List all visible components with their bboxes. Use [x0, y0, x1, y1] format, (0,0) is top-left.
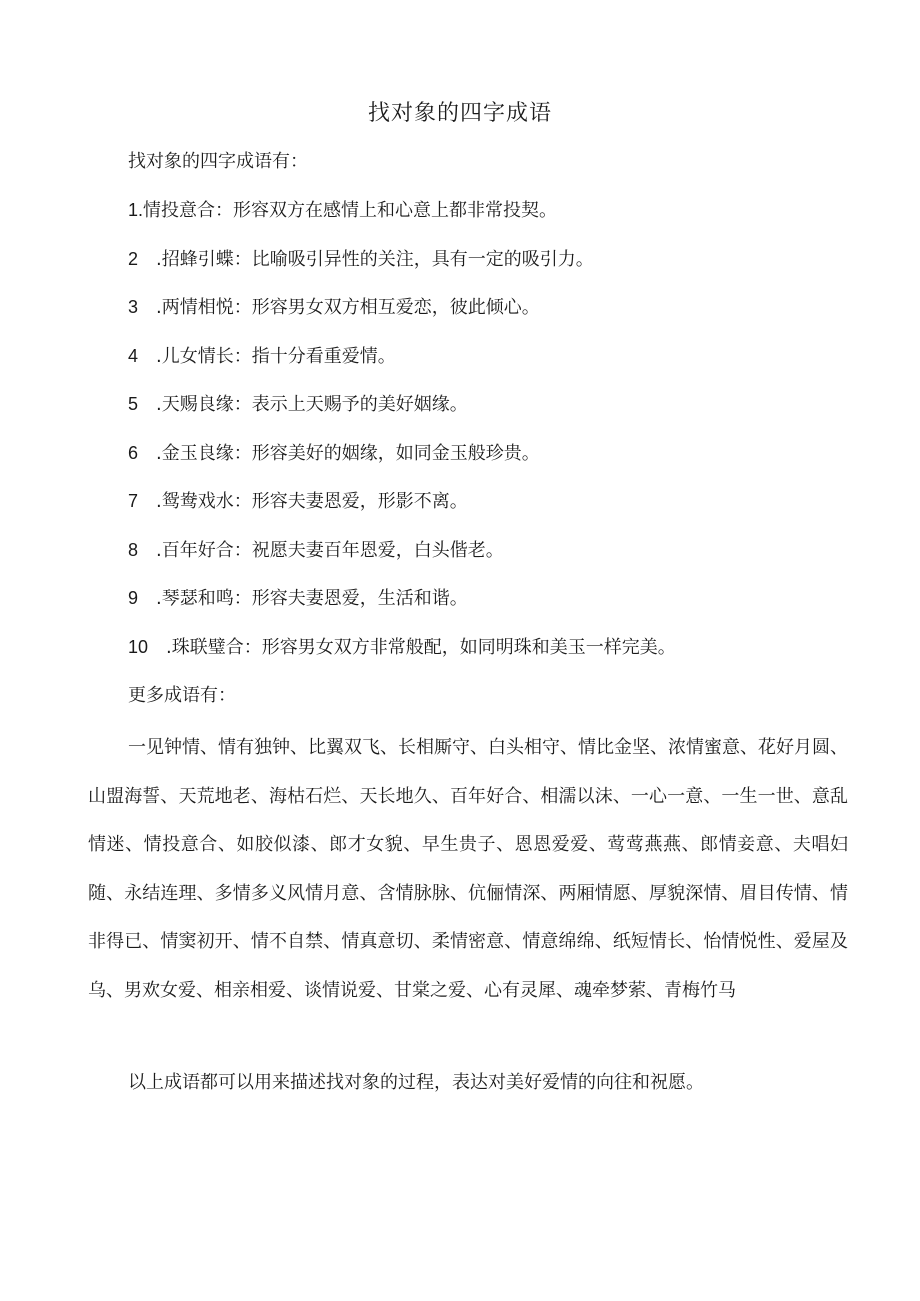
item-number: 4 — [128, 345, 139, 366]
item-text: .金玉良缘：形容美好的姻缘，如同金玉般珍贵。 — [156, 442, 540, 464]
item-text: .百年好合：祝愿夫妻百年恩爱，白头偕老。 — [156, 539, 504, 561]
item-text: .珠联璧合：形容男女双方非常般配，如同明珠和美玉一样完美。 — [166, 636, 676, 658]
document-title: 找对象的四字成语 — [367, 101, 552, 126]
list-item — [128, 196, 676, 245]
item-number: 5 — [128, 394, 139, 414]
item-number: 2 — [128, 248, 139, 269]
idiom-list — [128, 196, 676, 681]
item-text: 情投意合：形容双方在感情上和心意上都非常投契。 — [143, 200, 558, 221]
list-item — [128, 245, 676, 294]
list-item — [128, 633, 676, 682]
list-item — [128, 584, 676, 633]
list-item — [128, 390, 676, 439]
item-number: 9 — [128, 588, 139, 608]
item-number: 7 — [128, 491, 139, 511]
list-item — [128, 342, 676, 391]
item-text: .招蜂引蝶：比喻吸引异性的关注，具有一定的吸引力。 — [156, 248, 594, 270]
item-text: .鸳鸯戏水：形容夫妻恩爱，形影不离。 — [156, 491, 468, 512]
intro-text: 找对象的四字成语有： — [128, 151, 308, 172]
item-text: .天赐良缘：表示上天赐予的美好姻缘。 — [156, 394, 468, 415]
list-item — [128, 439, 676, 488]
item-number: 8 — [128, 539, 139, 560]
item-number: 10 — [128, 636, 149, 657]
list-item — [128, 293, 676, 342]
more-idioms-label: 更多成语有： — [128, 685, 236, 706]
item-number: 6 — [128, 442, 139, 463]
list-item — [128, 536, 676, 585]
list-item — [128, 487, 676, 536]
item-text: .琴瑟和鸣：形容夫妻恩爱，生活和谐。 — [156, 588, 468, 609]
item-number: 1. — [128, 200, 144, 220]
conclusion-text: 以上成语都可以用来描述找对象的过程，表达对美好爱情的向往和祝愿。 — [128, 1072, 704, 1093]
idioms-paragraph: 一见钟情、情有独钟、比翼双飞、长相厮守、白头相守、情比金坚、浓情蜜意、花好月圆、山盟海誓、天荒地老、海枯石烂、天长地久、百年好合、相濡以沫、一心一意、一生一世、意乱情迷、情投意合、如胶似漆、郎才女貌、早生贵子、恩恩爱爱、莺莺燕燕、郎情妾意、夫唱妇随、永结连理、多情多义风情月意、含情脉脉、伉俪情深、两厢情愿、厚貌深情、眉目传情、情非得已、情窦初开、情不自禁、情真意切、柔情密意、情意绵绵、纸短情长、怡情悦性、爱屋及乌、男欢女爱、相亲相爱、谈情说爱、甘棠之爱、心有灵犀、魂牵梦萦、青梅竹马 — [88, 737, 848, 1001]
item-text: .两情相悦：形容男女双方相互爱恋，彼此倾心。 — [156, 297, 540, 318]
item-text: .儿女情长：指十分看重爱情。 — [156, 345, 396, 367]
item-number: 3 — [128, 297, 139, 317]
